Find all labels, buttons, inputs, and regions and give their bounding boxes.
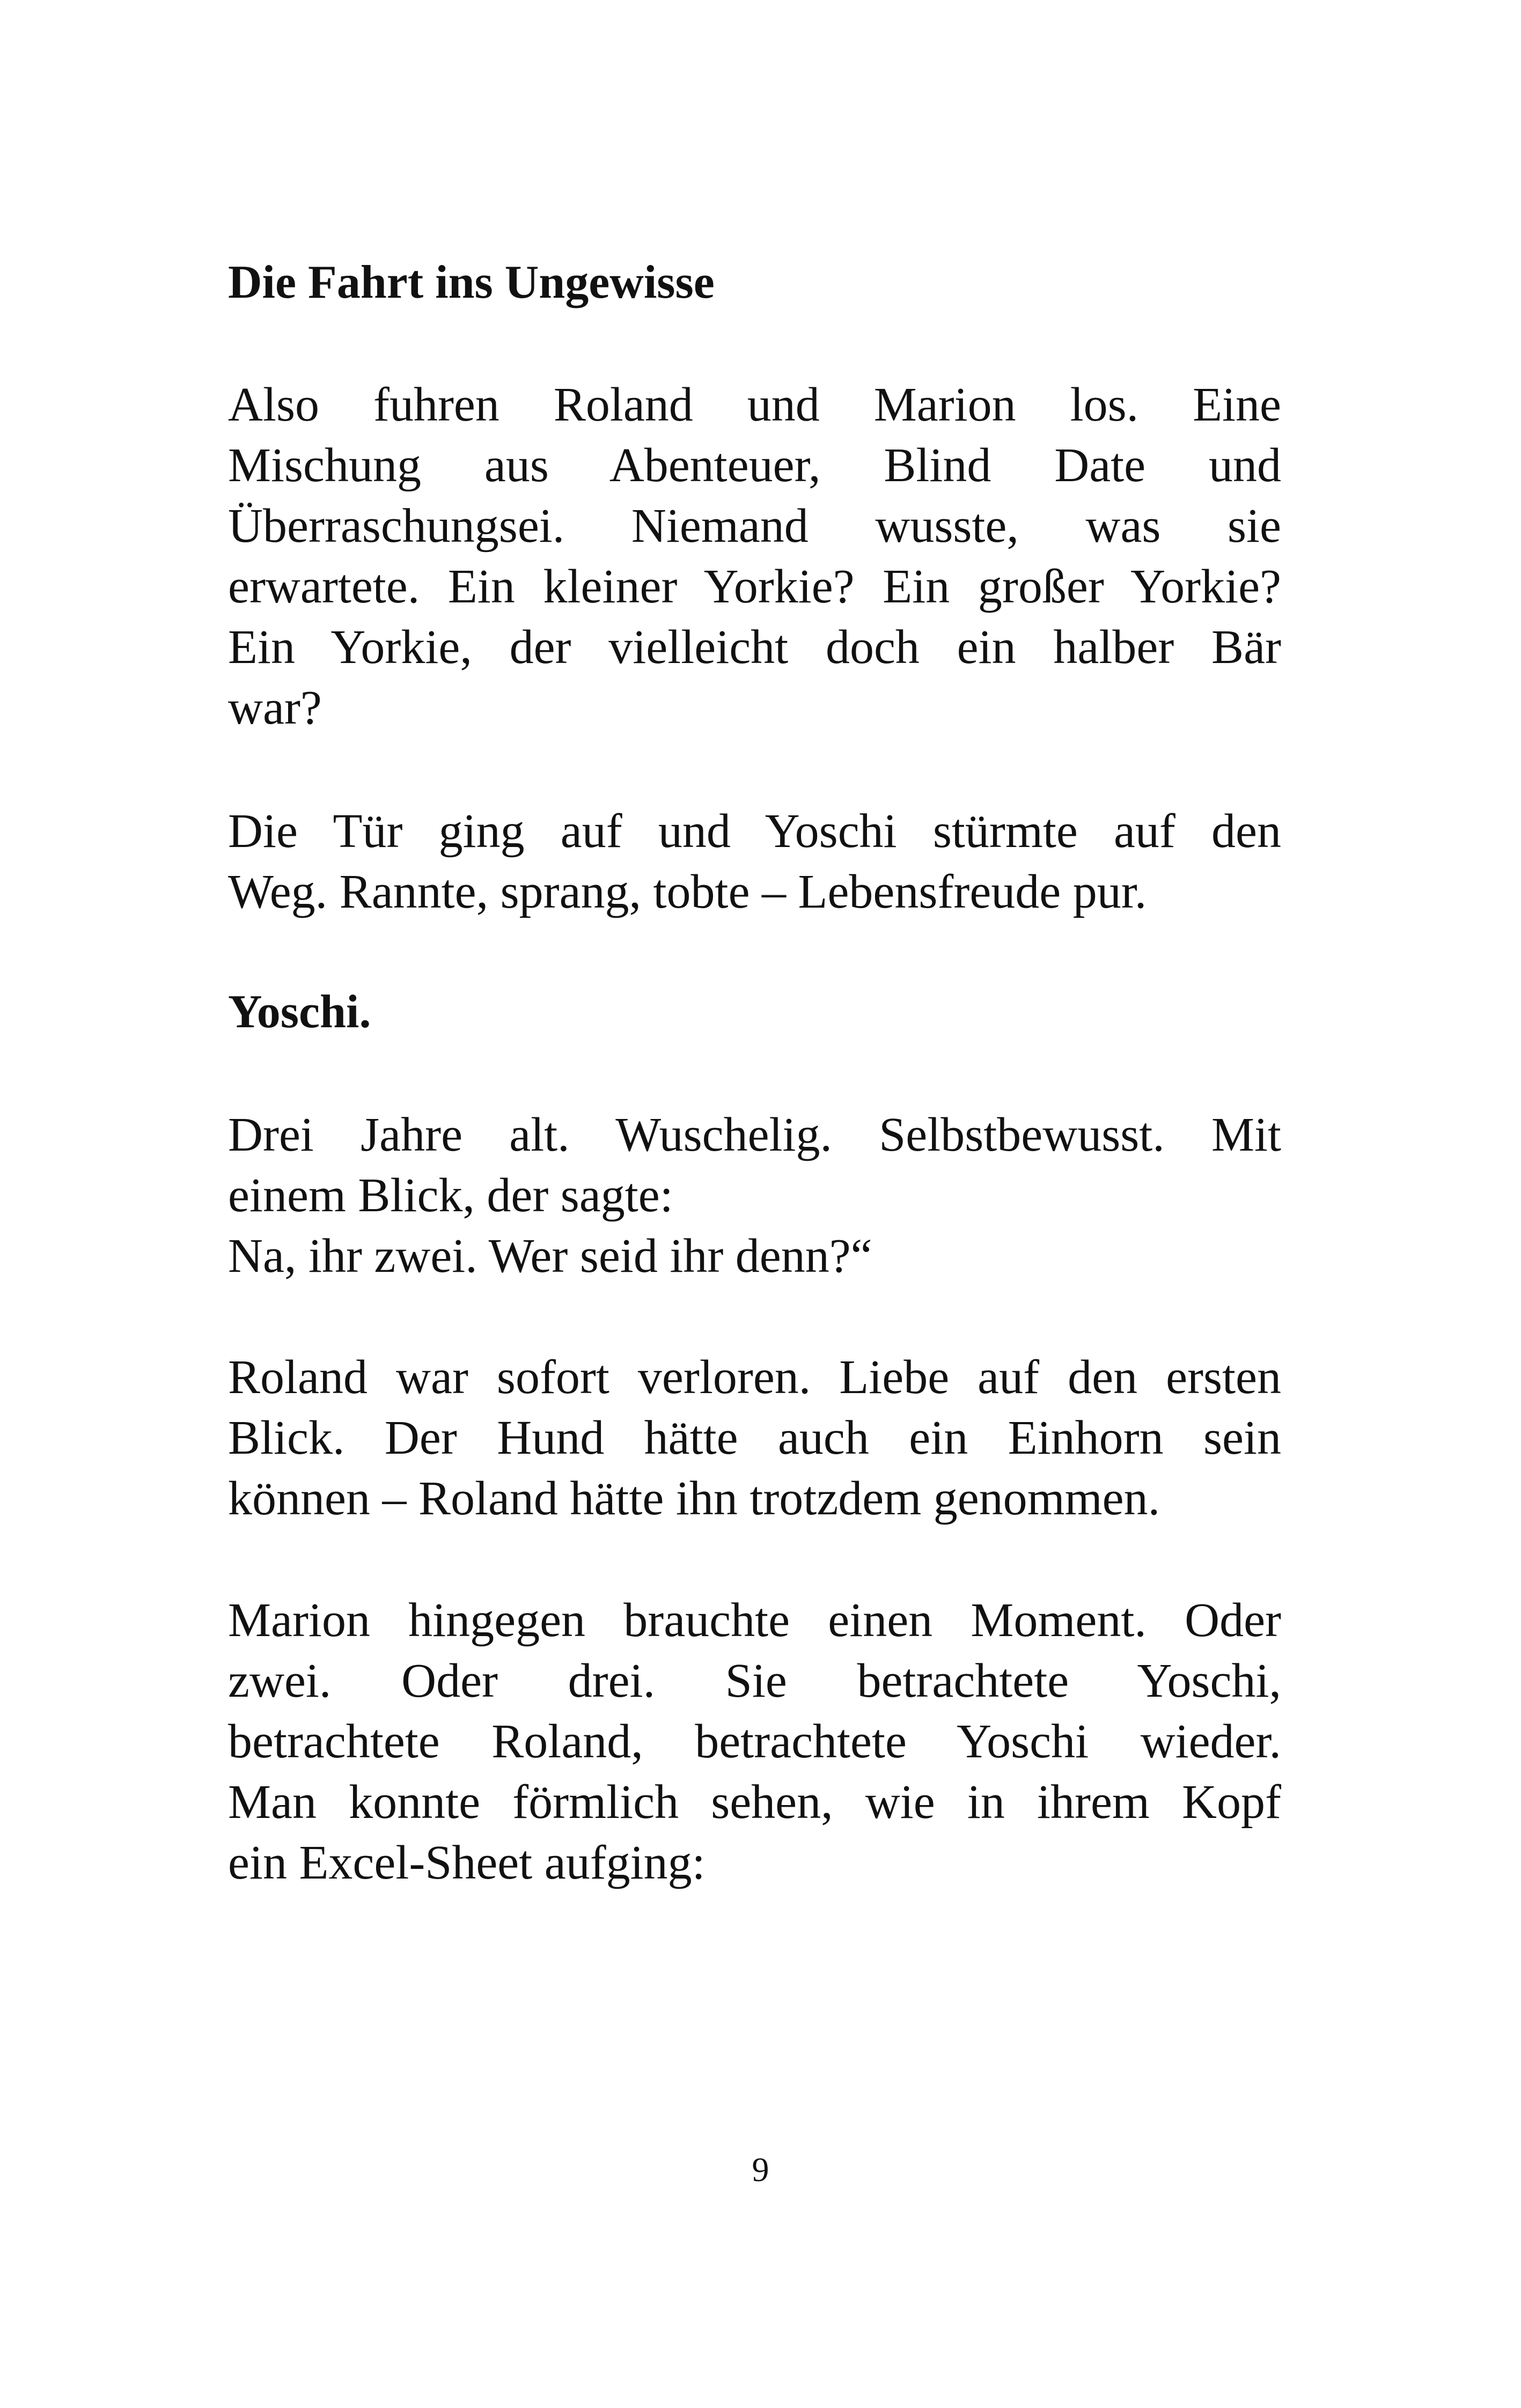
paragraph-line: betrachtete Roland, betrachtete Yoschi wieder. <box>228 1715 1281 1768</box>
paragraph-3 <box>228 1104 1281 1286</box>
paragraph-5 <box>228 1590 1281 1893</box>
paragraph-2 <box>228 801 1281 922</box>
paragraph-line: Weg. Rannte, sprang, tobte – Lebensfreude pur. <box>228 865 1147 918</box>
paragraph-line: Ein Yorkie, der vielleicht doch ein halber Bär <box>228 621 1281 674</box>
paragraph-1 <box>228 374 1281 738</box>
paragraph-line: ein Excel-Sheet aufging: <box>228 1836 706 1889</box>
paragraph-line: Die Tür ging auf und Yoschi stürmte auf den <box>228 805 1281 858</box>
paragraph-line: Man konnte förmlich sehen, wie in ihrem Kopf <box>228 1776 1281 1829</box>
paragraph-line: Also fuhren Roland und Marion los. Eine <box>228 378 1281 431</box>
paragraph-line: können – Roland hätte ihn trotzdem genommen. <box>228 1472 1160 1525</box>
paragraph-line: einem Blick, der sagte: <box>228 1169 673 1222</box>
paragraph-line: war? <box>228 681 322 734</box>
paragraph-line: Mischung aus Abenteuer, Blind Date und <box>228 439 1281 492</box>
paragraph-line: Blick. Der Hund hätte auch ein Einhorn sein <box>228 1411 1281 1464</box>
paragraph-line: Drei Jahre alt. Wuschelig. Selbstbewusst. Mit <box>228 1108 1281 1161</box>
chapter-heading: Die Fahrt ins Ungewisse <box>228 256 715 308</box>
paragraph-line: zwei. Oder drei. Sie betrachtete Yoschi, <box>228 1654 1281 1707</box>
page-number: 9 <box>752 2151 769 2189</box>
paragraph-line: Roland war sofort verloren. Liebe auf den ersten <box>228 1351 1281 1404</box>
paragraph-line: erwartete. Ein kleiner Yorkie? Ein großer Yorkie? <box>228 560 1281 613</box>
paragraph-4 <box>228 1347 1281 1529</box>
paragraph-line: Na, ihr zwei. Wer seid ihr denn?“ <box>228 1229 872 1283</box>
section-heading: Yoschi. <box>228 986 371 1038</box>
paragraph-line: Überraschungsei. Niemand wusste, was sie <box>228 499 1281 553</box>
paragraph-line: Marion hingegen brauchte einen Moment. Oder <box>228 1594 1281 1647</box>
